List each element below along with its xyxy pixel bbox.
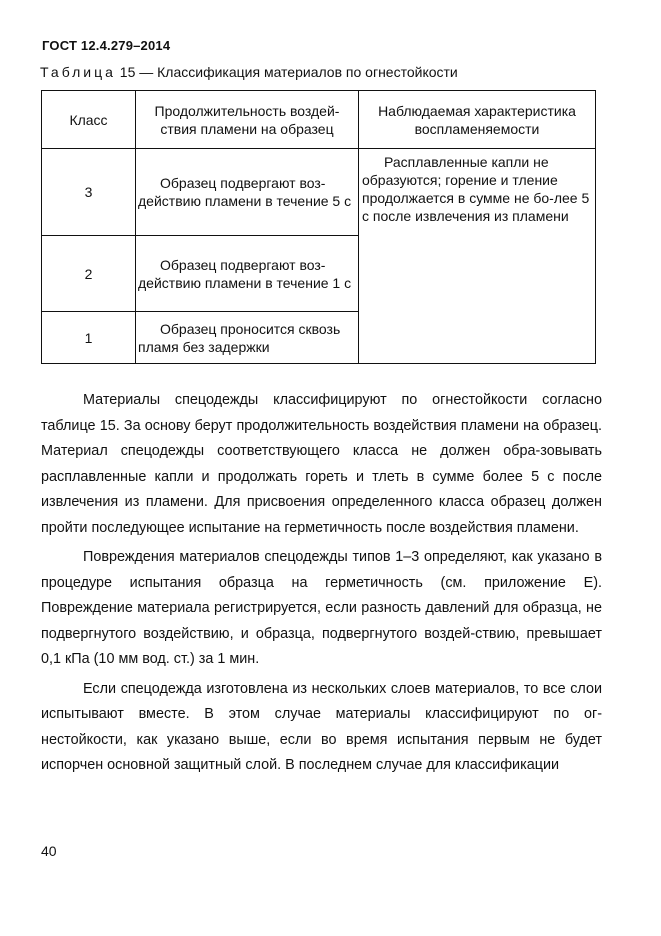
class-cell: 3 bbox=[42, 149, 136, 236]
observation-text: Расплавленные капли не образуются; горение и тление продолжается в сумме не бо-лее 5 с после извлечения из пламени bbox=[362, 154, 590, 224]
class-cell: 2 bbox=[42, 236, 136, 312]
observation-cell bbox=[359, 149, 596, 364]
table-caption bbox=[40, 64, 458, 80]
table-caption-label: Таблица bbox=[40, 64, 116, 80]
table-header-row bbox=[42, 91, 596, 149]
paragraph: Если спецодежда изготовлена из нескольких слоев материалов, то все слои испытывают вместе. В этом случае материалы классифицируют по ог-нестойкости, как указано выше, если во время испытания первым не будет испорчен основной защитный слой. В последнем случае для классификации bbox=[41, 680, 602, 773]
table-caption-text: 15 — Классификация материалов по огнестойкости bbox=[115, 64, 458, 80]
duration-text: Образец подвергают воз-действию пламени в течение 1 с bbox=[138, 256, 352, 291]
column-header-duration: Продолжительность воздей-ствия пламени на образец bbox=[136, 91, 359, 149]
classification-table bbox=[41, 90, 596, 364]
column-header-observation: Наблюдаемая характеристика воспламеняемости bbox=[359, 91, 596, 149]
class-cell: 1 bbox=[42, 312, 136, 364]
paragraph: Материалы спецодежды классифицируют по огнестойкости согласно таблице 15. За основу берут продолжительность воздействия пламени на образец. Материал спецодежды соответствующего класса не должен обра-зовывать расплавленные капли и продолжать гореть и тлеть в сумме более 5 с после извлечения из пламени. Для присвоения определенного класса образец должен пройти последующее испытание на герметичность после воздействия пламени. bbox=[41, 392, 602, 536]
page-number: 40 bbox=[41, 843, 57, 859]
duration-text: Образец проносится сквозь пламя без задержки bbox=[138, 320, 341, 355]
paragraph: Повреждения материалов спецодежды типов 1–3 определяют, как указано в процедуре испытания образца на герметичность (см. приложение Е). Повреждение материала регистрируется, если разность давлений для образца, не подвергнутого воздействию, и образца, подвергнутого воздей-ствию, превышает 0,1 кПа (10 мм вод. ст.) за 1 мин. bbox=[41, 549, 602, 667]
body-text bbox=[41, 388, 602, 783]
document-code: ГОСТ 12.4.279–2014 bbox=[42, 38, 171, 53]
duration-cell bbox=[136, 149, 359, 236]
table-row bbox=[42, 149, 596, 236]
duration-cell bbox=[136, 236, 359, 312]
duration-text: Образец подвергают воз-действию пламени в течение 5 с bbox=[138, 175, 352, 209]
column-header-class: Класс bbox=[42, 91, 136, 149]
duration-cell bbox=[136, 312, 359, 364]
